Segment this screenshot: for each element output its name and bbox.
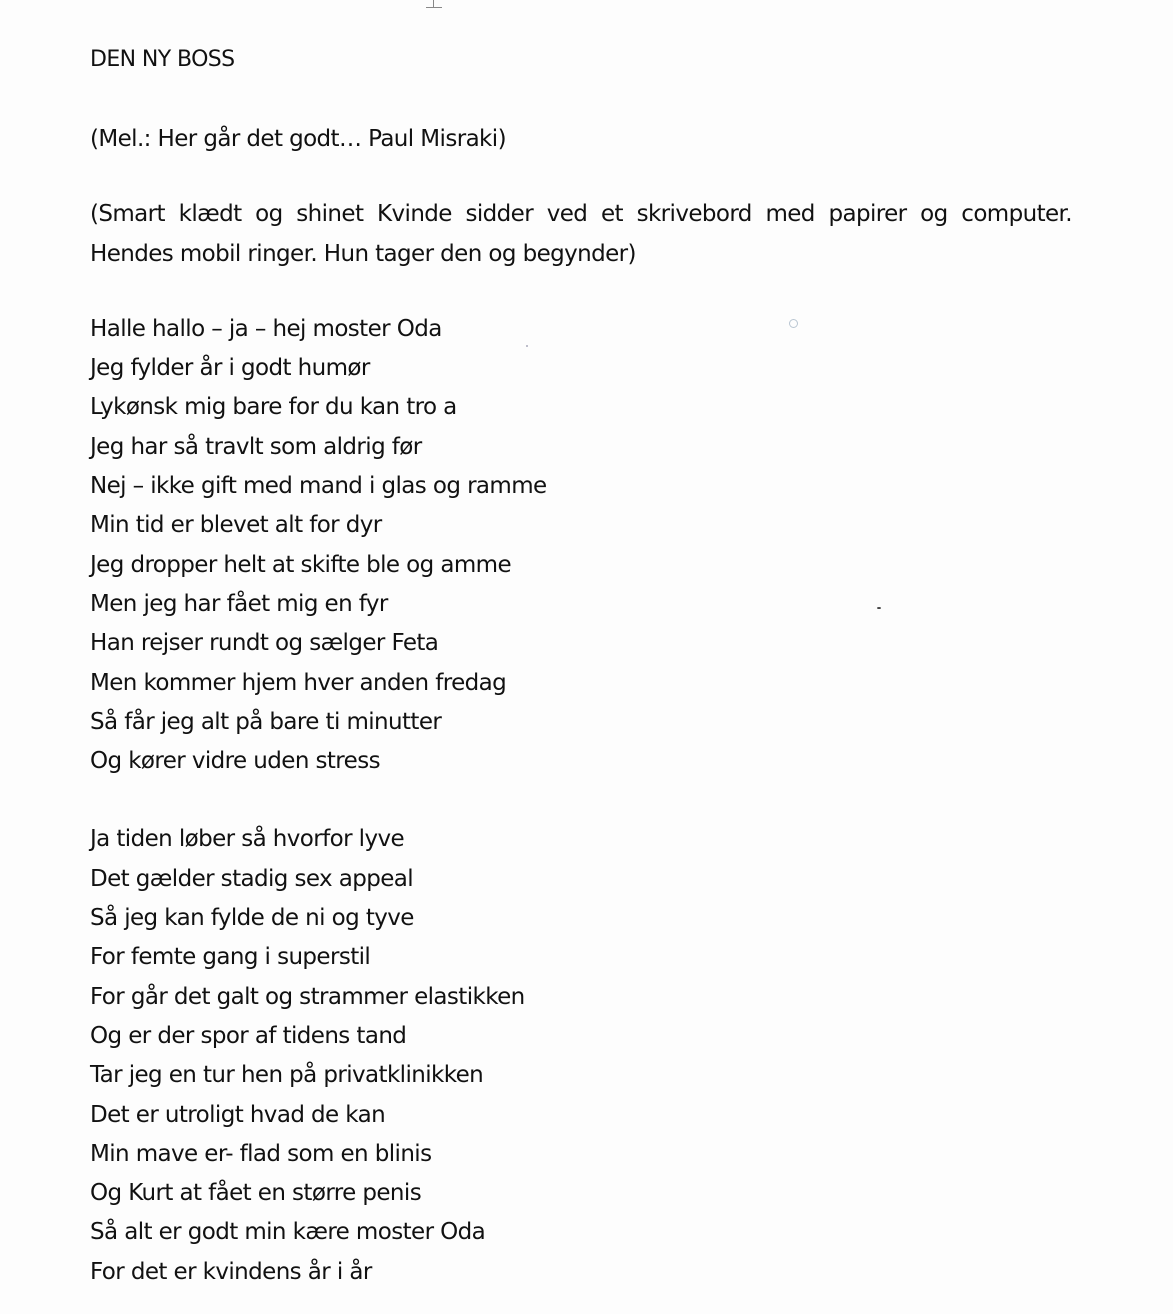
lyric-line: Halle hallo – ja – hej moster Oda	[90, 315, 442, 342]
lyric-line: For går det galt og strammer elastikken	[90, 983, 525, 1010]
lyric-line: Jeg fylder år i godt humør	[90, 355, 370, 382]
lyric-line: Og kører vidre uden stress	[90, 748, 380, 775]
lyric-line: Tar jeg en tur hen på privatklinikken	[90, 1062, 484, 1089]
lyric-line: Jeg har så travlt som aldrig før	[90, 433, 422, 460]
lyric-line: Så jeg kan fylde de ni og tyve	[90, 905, 414, 932]
lyric-line: Min tid er blevet alt for dyr	[90, 512, 382, 539]
lyric-line: Han rejser rundt og sælger Feta	[90, 630, 439, 657]
registration-mark	[424, 0, 444, 10]
lyric-line: Så får jeg alt på bare ti minutter	[90, 708, 442, 735]
lyric-line: Det gælder stadig sex appeal	[90, 865, 414, 892]
lyric-line: For femte gang i superstil	[90, 944, 371, 971]
stage-direction-line: (Smart klædt og shinet Kvinde sidder ved et skrivebord med papirer og computer.	[90, 201, 1072, 228]
document-title: DEN NY BOSS	[90, 47, 235, 72]
stage-direction-line: Hendes mobil ringer. Hun tager den og begynder)	[90, 240, 636, 267]
lyric-line: Så alt er godt min kære moster Oda	[90, 1219, 486, 1246]
lyric-line: Lykønsk mig bare for du kan tro a	[90, 394, 457, 421]
lyric-line: Og er der spor af tidens tand	[90, 1022, 407, 1049]
verse-1	[90, 310, 1090, 782]
lyric-line: Ja tiden løber så hvorfor lyve	[90, 826, 405, 853]
lyric-line: Det er utroligt hvad de kan	[90, 1101, 386, 1128]
lyric-line: Men kommer hjem hver anden fredag	[90, 669, 507, 696]
document-body	[90, 40, 1090, 1292]
lyric-line: Nej – ikke gift med mand i glas og ramme	[90, 473, 547, 500]
melody-note: (Mel.: Her går det godt… Paul Misraki)	[90, 126, 506, 152]
lyric-line: Min mave er- flad som en blinis	[90, 1140, 432, 1167]
lyric-line: Men jeg har fået mig en fyr	[90, 590, 388, 617]
lyric-line: For det er kvindens år i år	[90, 1258, 372, 1285]
lyric-line: Jeg dropper helt at skifte ble og amme	[90, 551, 512, 578]
verse-2	[90, 820, 1090, 1292]
lyric-line: Og Kurt at fået en større penis	[90, 1180, 422, 1207]
